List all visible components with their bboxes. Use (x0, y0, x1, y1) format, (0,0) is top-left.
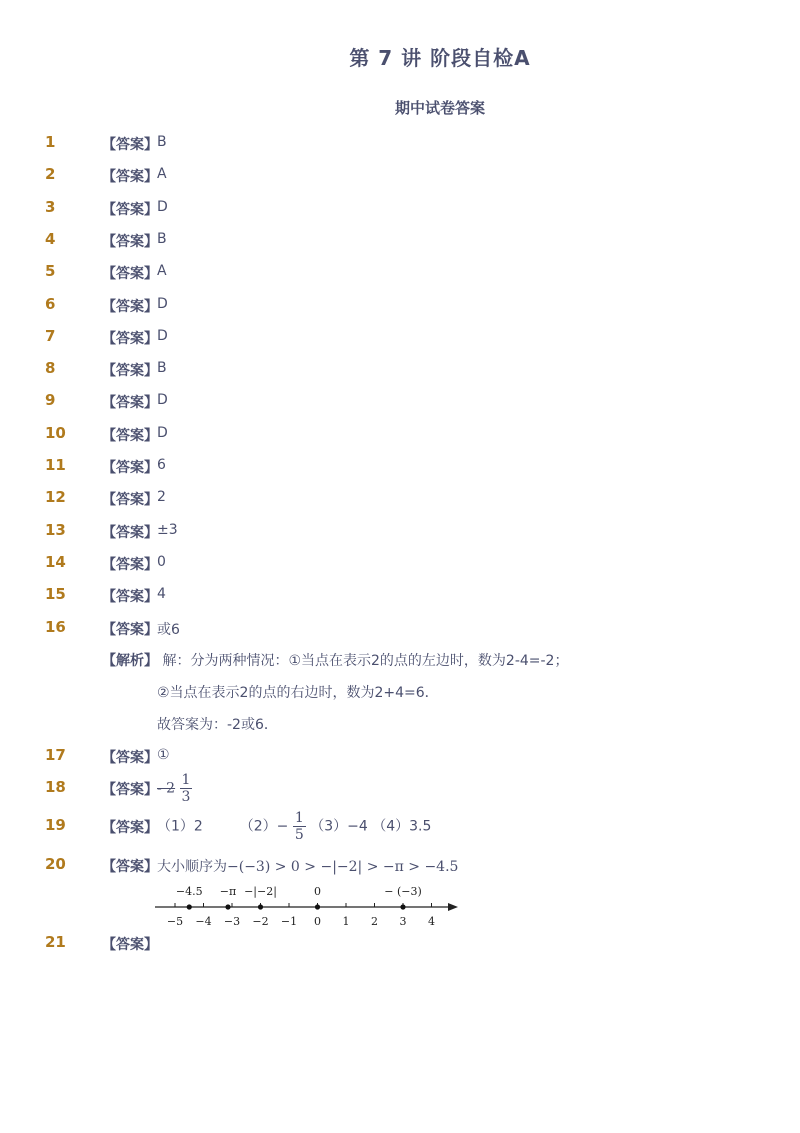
analysis-row (102, 650, 568, 670)
point-label: −4.5 (175, 885, 203, 898)
question-number: 8 (45, 359, 56, 377)
tick-label: −4 (195, 915, 212, 928)
answer-label: 【答案】 (102, 460, 158, 476)
answer-value: D (157, 199, 168, 215)
answer-fraction (180, 772, 193, 805)
answer-value (157, 810, 431, 843)
question-number: 4 (45, 230, 56, 248)
answer-label: 【答案】 (102, 492, 158, 508)
number-line-point (315, 904, 320, 909)
point-label: 0 (314, 885, 321, 898)
answer-label: 【答案】 (102, 622, 158, 638)
answer-value: 0 (157, 554, 166, 570)
fraction-denominator: 3 (181, 789, 191, 805)
tick-label: 1 (342, 915, 350, 928)
point-label: − (−3) (384, 885, 422, 898)
answer-label: 【答案】 (102, 299, 158, 315)
question-number: 12 (45, 488, 66, 506)
answer-label: 【答案】 (102, 525, 158, 541)
answer-value: A (157, 263, 167, 279)
number-line-point (258, 904, 263, 909)
answer-label: 【答案】 (102, 859, 158, 875)
answer-label: 【答案】 (102, 169, 158, 185)
answer-label: 【答案】 (102, 234, 158, 250)
question-number: 19 (45, 816, 66, 834)
answer-label: 【答案】 (102, 750, 158, 766)
point-label: −π (219, 885, 237, 898)
order-text: 大小顺序为 (157, 859, 227, 875)
fraction-denominator: 5 (294, 827, 304, 843)
answer-value: 6 (157, 457, 166, 473)
arrow-icon (448, 903, 458, 911)
answer-label: 【答案】 (102, 937, 158, 953)
number-line-point (225, 904, 230, 909)
page-subtitle: 期中试卷答案 (394, 99, 485, 117)
question-number: 10 (45, 424, 66, 442)
tick-label: 3 (399, 915, 407, 928)
question-number: 9 (45, 391, 56, 409)
question-number: 1 (45, 133, 56, 151)
part-2-prefix: （2）− (239, 818, 289, 835)
answer-value: ① (157, 747, 170, 763)
page-title: 第 7 讲 阶段自检A (349, 46, 531, 70)
question-number: 17 (45, 746, 66, 764)
question-number: 5 (45, 262, 56, 280)
number-line-point (187, 904, 192, 909)
answer-value: B (157, 134, 167, 150)
answer-value: D (157, 296, 168, 312)
tick-label: −2 (252, 915, 269, 928)
answer-value: 2 (157, 489, 166, 505)
answer-label: 【答案】 (102, 428, 158, 444)
answer-value: D (157, 328, 168, 344)
answer-label: 【答案】 (102, 266, 158, 282)
answer-value: 或6 (157, 622, 180, 638)
answer-label: 【答案】 (102, 363, 158, 379)
answer-value: D (157, 425, 168, 441)
question-number: 13 (45, 521, 66, 539)
analysis-line-2: ②当点在表示2的点的右边时，数为2+4=6． (157, 685, 439, 701)
answer-value (157, 772, 192, 805)
analysis-line-3: 故答案为：-2或6． (157, 717, 278, 733)
tick-label: 0 (314, 915, 321, 928)
part-1: （1）2 (157, 818, 203, 835)
answer-label: 【答案】 (102, 557, 158, 573)
part-4: （4）3.5 (372, 818, 432, 835)
answer-label: 【答案】 (102, 782, 158, 798)
answer-value: ±3 (157, 522, 178, 538)
number-line (150, 878, 470, 930)
question-number: 2 (45, 165, 56, 183)
answer-label: 【答案】 (102, 395, 158, 411)
question-number: 16 (45, 618, 66, 636)
part-2-fraction (293, 810, 306, 843)
answer-value (157, 856, 458, 876)
question-number: 20 (45, 855, 66, 873)
answer-label: 【答案】 (102, 202, 158, 218)
answer-label: 【答案】 (102, 820, 158, 836)
answer-label: 【答案】 (102, 137, 158, 153)
answer-value: B (157, 360, 167, 376)
fraction-numerator: 1 (294, 810, 304, 826)
answer-prefix: - 2 (157, 780, 176, 797)
tick-label: 4 (428, 915, 435, 928)
number-line-point (400, 904, 405, 909)
question-number: 21 (45, 933, 66, 951)
question-number: 18 (45, 778, 66, 796)
question-number: 3 (45, 198, 56, 216)
answer-value: B (157, 231, 167, 247)
question-number: 11 (45, 456, 66, 474)
answer-value: A (157, 166, 167, 182)
tick-label: 2 (371, 915, 378, 928)
question-number: 14 (45, 553, 66, 571)
question-number: 7 (45, 327, 56, 345)
answer-value: D (157, 392, 168, 408)
answer-label: 【答案】 (102, 589, 158, 605)
point-label: −|−2| (244, 885, 277, 898)
question-number: 6 (45, 295, 56, 313)
tick-label: −3 (223, 915, 241, 928)
part-3: （3）−4 (310, 818, 368, 835)
question-number: 15 (45, 585, 66, 603)
analysis-label: 【解析】 (102, 653, 158, 669)
order-expression: −(−3) > 0 > −|−2| > −π > −4.5 (227, 859, 459, 875)
tick-label: −5 (166, 915, 184, 928)
answer-value: 4 (157, 586, 166, 602)
analysis-line-1: 解：分为两种情况：①当点在表示2的点的左边时，数为2-4=-2； (162, 653, 569, 669)
tick-label: −1 (280, 915, 298, 928)
answer-label: 【答案】 (102, 331, 158, 347)
fraction-numerator: 1 (181, 772, 191, 788)
